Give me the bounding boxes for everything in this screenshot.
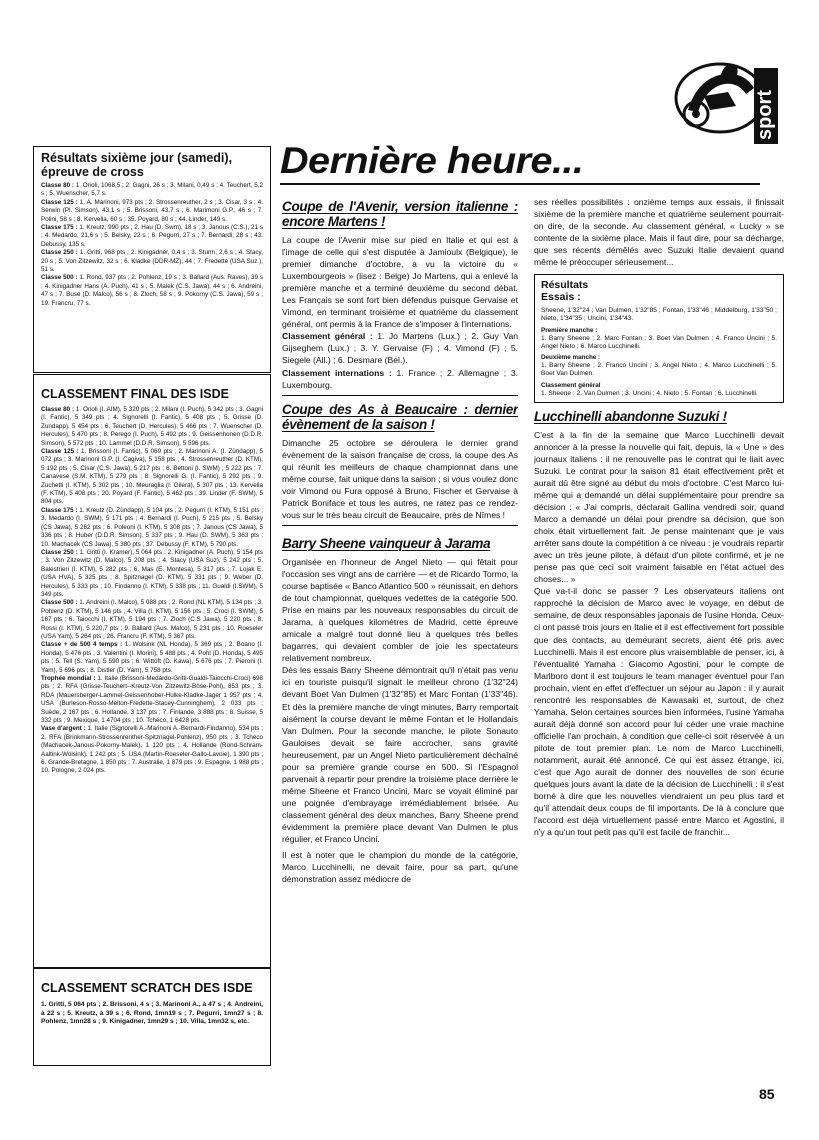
final-class-125: Classe 125 : 1. Brissoni (I. Fantic), 5 069 pts ; 2. Marinoni A. (I. Zündapp), 5 072 pts ; 3. Marinoni G.P. (I. Cagiva), 5 158 pts ; 4. Strossenreuther (D. KTM), 5 192 pts ; 5. Cisar (C.S. Jawa), 5 217 pts ; 6. Bettoni (I. SWM) ; 5 222 pts ; 7. Canavese (S.M. KTM), 5 279 pts ; 8. Signorelli G. (I. Fantic), 5 292 pts ; 9. Zuchetti (I. KTM), 5 302 pts ; 10. Meuraglia (I. Gilera), 5 307 pts ; 13. Kervella (F. KTM), 5 408 pts ; 20. Poyard (F. Fantic), 5 462 pts ; 39. Linder (F. SWM), 5 804 pts.	[41, 448, 263, 506]
heading-lucchinelli: Lucchinelli abandonne Suzuki !	[534, 408, 727, 424]
scratch-classification-body: 1. Gritti, 5 064 pts ; 2. Brissoni, 4 s ; 3. Marinoni A., à 47 s ; 4. Andreini, à 22 s ; 5. Kreutz, à 39 s ; 6. Rond, 1mn19 s ; 7. Pegurri, 1mn27 s ; 8. Pohlenz, 1mn28 s ; 9. Kinigadner, 1mn29 s ; 10. Villa, 1mn32 s, etc.	[41, 1001, 263, 1026]
section-rule	[282, 525, 518, 526]
jarama-results-box	[534, 274, 784, 402]
jarama-results-m1-label: Première manche :	[541, 326, 598, 334]
heading-coupe-avenir: Coupe de l'Avenir, version italienne : encore Martens !	[282, 199, 518, 229]
sport-logo	[658, 48, 782, 148]
para-classement-internations: Classement internations : 1. France ; 2. Allemagne ; 3. Luxembourg.	[282, 367, 518, 390]
section-rule	[282, 395, 518, 396]
jarama-results-m1: 1. Barry Sheene ; 2. Marc Fontan ; 3. Boet Van Dulmen ; 4. Franco Uncini ; 5. Angel Nieto ; 6. Marco Lucchinelli.	[541, 334, 777, 350]
para-lucchinelli-1: C'est à la fin de la semaine que Marco Lucchinelli devait annoncer à la presse la nouvelle qui fait, depuis, la « Une » des journaux italiens : il ne renouvelle pas le contrat qui le liait avec Suzuki. Le contrat pour la saison 81 était effectivement prêt et aurait dû être signé au début du mois d'octobre. C'est Marco lui-même qui a demandé un délai supplémentaire pour prendre sa décision : « J'ai compris, déclarait Gallina vendredi soir, quand Marco a demandé un délai pour prendre sa décision, que son choix était virtuellement fait. Je pense maintenant que je vais arrêter sans doute la compétition à ce niveau : je voudrais repartir avec un très jeune pilote, à défaut d'un pilote confirmé, et je ne pense pas que ceci soit vraiment faisable en l'état actuel des choses... »	[534, 429, 784, 585]
article-column-1	[282, 196, 518, 1086]
scratch-classification-box	[33, 968, 271, 1066]
title-rule	[280, 183, 760, 185]
jarama-results-title: Résultats	[541, 279, 589, 292]
results-class-175: Classe 175 : 1. Kreutz, 990 pts ; 2. Hau (D. Swm), 18 s ; 3. Janous (C.S.), 21 s ; 4. Medardo, 21,6 s ; 5. Belsky, 22 s ; 6. Pegurri, 27 s ; 7. Bernardi, 28 s ; 43. Debussy, 135 s.	[41, 224, 263, 248]
final-classification-box	[33, 374, 271, 968]
final-class-250: Classe 250 : 1. Gritti (I. Kramer), 5 064 pts ; 2. Kinigadner (A. Puch), 5 154 pts ; 3. Von Zitzewitz (D. Malco), 5 208 pts ; 4. Stacy (USA Suz), 5 242 pts ; 5. Balestrieri (I. KTM), 5 282 pts ; 6. Mas (E. Montesa), 5 317 pts ; 7. Lojak E. (USA HVA), 5 325 pts ; 8. Spitznagel (D. KTM), 5 331 pts ; 9. Weber (D. Hercules), 5 333 pts ; 10. Findanno (I. KTM), 5 338 pts ; 11. Gualdi (I.SWM), 5 349 pts.	[41, 548, 263, 598]
article-column-2	[534, 196, 784, 1086]
para-classement-general: Classement général : 1. Jo Martens (Lux.) ; 2. Guy Van Gijseghem (Lux.) ; 3. Y. Gervaise (F) ; 4. Vimond (F) ; 5. Siegele (All.) ; 6. Desmare (Bel.).	[282, 331, 518, 366]
final-classification-body	[41, 406, 263, 776]
para-sheene-1: Organisée en l'honneur de Angel Nieto — qui fêtait pour l'occasion ses vingt ans de carrière — et de Ricardo Tormo, la course baptisée « Banco Atlantico 500 » réunissait, en dehors de tout championnat, quelques vedettes de la catégorie 500. Prise en mains par les nouveaux responsables du circuit de Jarama, à quelques kilomètres de Madrid, cette épreuve amicale a malgré tout donné lieu à quelques très belles bagarres, qui devaient combler de joie les spectateurs relativement nombreux.	[282, 556, 518, 664]
jarama-results-essais-label: Essais :	[541, 291, 581, 304]
heading-barry-sheene: Barry Sheene vainqueur à Jarama	[282, 535, 491, 551]
para-sheene-continued: ses réelles possibilités : onzième temps aux essais, il finissait sixième de la première manche et quatrième seulement pourrait-on dire, de la seconde. Au classement général, « Lucky » se contente de la sixième place. Mais il faut dire, pour sa décharge, que ses récents démêlés avec Suzuki Italie devaient quand même le préoccuper sérieusement...	[534, 197, 784, 268]
para-coupe-beaucaire: Dimanche 25 octobre se déroulera le dernier grand évènement de la saison française de cross, la coupe des As qui réunit les meilleurs de chaque championnat dans une même course, fait unique dans la saison ; si vous voulez donc voir Vimond ou Fura opposé à Bruno, Fischer et Gervaise à Patrick Boniface et tous les autres, ne ratez pas ce rendez-vous sur le très beau circuit de Beaucaire, près de Nîmes !	[282, 437, 518, 520]
jarama-results-m2-label: Deuxième manche :	[541, 354, 601, 362]
para-coupe-avenir: La coupe de l'Avenir mise sur pied en Italie et qui est à l'image de celle qui s'est disputée à Jamioulx (Belgique), le premier dimanche d'octobre, a vu la victoire du « Luxembourgeois » (lisez : Belge) Jo Martens, qui a enlevé la première manche et a terminé deuxième du second débat. Les Français se sont fort bien défendus puisque Gervaise et Vimond, en terminant troisième et quatrième du classement général, ont permis à la France de s'imposer à l'internations.	[282, 235, 518, 330]
page-title: Dernière heure...	[280, 140, 584, 181]
final-classification-title: CLASSEMENT FINAL DES ISDE	[41, 387, 229, 401]
sixth-day-results-box	[33, 146, 271, 373]
final-trophee-mondial: Trophée mondial : 1. Italie (Brissoni-Medardo-Gritti-Gualdi-Taiocchi-Croci) 698 pts ; 2. RFA (Grisse-Teuchert--Kreutz-Von Zitzewitz-Böse-Pohl), 853 pts ; 3. RDA (Mauersberger-Lammel-Geissenhober-Hulke-Kladke-Jager 1 957 pts ; 4. USA (Burleson-Rosso-Melton-Fredette-Stacey-Cunninghem), 2 033 pts ; Suède, 2 167 pts ; 6. Hollande, 3 137 pts ; 7. Finlande, 3 888 pts ; 8. Suisse, 5 332 pts ; 9. Mexique, 1 4704 pts ; 10. Tchéco, 1 6428 pts.	[41, 675, 263, 725]
logo-text: sport	[754, 90, 776, 140]
heading-coupe-beaucaire: Coupe des As à Beaucaire : dernier évènement de la saison !	[282, 401, 518, 432]
page-number: 85	[759, 1086, 775, 1102]
jarama-results-essais: Sheene, 1'32"24 ; Van Dulmen, 1'32"85 ; Fontan, 1'33"46 ; Middelburg, 1'33"50 ; Nieto, 1'34"35 ; Uncini, 1'34"43.	[541, 307, 777, 323]
final-class-500-4t: Classe + de 500 4 temps : 1. Wolsink (NL Honda), 5 369 pts ; 2. Boano (I. Honda), 5 476 pts ; 3. Valentini (I. Morini), 5 488 pts ; 4. Pohl (D. Honda), 5 495 pts ; 5. Tell (S. Yam), 5 590 pts ; 6. Wittöft (D. Kawa), 5 676 pts ; 7. Pieroni (I. Yam), 5 696 pts ; 8. Distler (D. Yam), 5 758 pts.	[41, 641, 264, 674]
jarama-results-m2: 1. Barry Sheene ; 2. Franco Uncini ; 3. Angel Nieto ; 4. Marco Lucchinelli ; 5. Boet Van Dulmen.	[541, 362, 777, 378]
sixth-day-results-title: Résultats sixième jour (samedi), épreuve de cross	[41, 151, 233, 179]
results-class-125: Classe 125 : 1. A. Marinoni, 973 pts ; 2. Strossenreuther, 2 s ; 3. Cisar, 3 s ; 4. Serwin (Pl. Simson), 43,1 s ; 5. Brissoni, 43,7 s ; 6. Marimoni G.P., 46 s ; 7. Polini, 58 s ; 8. Kervella, 60 s ; 35. Poyard, 80 s ; 44. Linder, 149 s.	[41, 198, 263, 223]
scratch-classification-title: CLASSEMENT SCRATCH DES ISDE	[41, 981, 253, 995]
para-lucchinelli-2: Que va-t-il donc se passer ? Les observateurs italiens ont rapproché la décision de Marco avec le voyage, en début de semaine, de deux responsables japonais de l'usine Honda. Ceux-ci ont passé trois jours en Italie et il est effectivement fort possible que des contacts, au demeurant secrets, aient été pris avec Lucchinelli. Mais il est encore plus vraisemblable de penser, ici, à l'éventualité Yamaha : Giacomo Agostini, pour le compte de Marlboro dont il est toujours le team manager éventuel pour l'an prochain, vient en effet d'effectuer un séjour au Japon : il y aurait rencontré les responsables de Kawasaki et, surtout, de chez Yamaha. Selon certaines sources bien informées, l'usine Yamaha aurait déjà donné son accord pour lui céder une vraie machine officielle l'an prochain, à condition que celle-ci soit réservée à un pilote de tout premier plan. Le nom de Marco Lucchinelli, notamment, aurait été annoncé. Ce qui est assez étrange, ici, c'est que Ago aurait de donner des nouvelles de son écurie quelques jours avant la date de la décision de Lucchinelli : il s'est borné à dire que les nouvelles viendraient un peu plus tard et qu'il attendait deux coups de fil importants. De là à conclure que l'accord est déjà virtuellement passé entre Marco et Agostini, il n'y a qu'un tout petit pas qu'il est facile de franchir...	[534, 586, 784, 838]
results-class-250: Classe 250 : 1. Gritti, 968 pts ; 2. Kinigadner, 0,4 s ; 3. Sturm, 2,6 s ; 4. Stacy, 20 s ; 5. Von Zitzewitz, 32 s ; 6. Kladke (DDR-MZ), 44 ; 7. Fredette (USA Suz.), 51 s.	[41, 249, 263, 274]
jarama-results-cg: 1. Sheene ; 2. Van Dulmen ; 3. Uncini ; 4. Nieto ; 5. Fontan ; 6. Lucchinelli.	[541, 389, 758, 397]
para-sheene-3: Il est à noter que le champion du monde de la catégorie, Marco Lucchinelli, ne devait faire, pour sa part, qu'une démonstration assez médiocre de	[282, 850, 518, 885]
jarama-results-cg-label: Classement général	[541, 381, 601, 389]
final-class-175: Classe 175 : 1. Kreutz (D. Zündapp), 5 104 pts ; 2. Pegurri (I. KTM), 5 151 pts ; 3. Medardo (I. SWM), 5 171 pts ; 4. Bernardi (I. Puch), 5 215 pts ; 5. Belsky (CS Jawa), 5 262 pts ; 6. Poleoni (I. KTM), 5 308 pts ; 7. Janous (CS Jawa), 5 336 pts ; 8. Huber (D.D.R. Simson), 5 337 pts ; 9. Hau (D. SWM), 5 363 pts ; 10. Machacek (CS Jawa), 5 380 pts ; 37. Debussy (F. KTM), 5 790 pts.	[41, 506, 263, 548]
final-class-500: Classe 500 : 1. Andreini (I. Malco), 5 088 pts ; 2. Rond (NL KTM), 5 134 pts ; 3. Pohlenz (D. KTM), 5 146 pts ; 4. Villa (I. KTM), 5 156 pts ; 5. Croci (I. SWM), 5 167 pts ; 6. Taiocchi (I. KTM), 5 194 pts ; 7. Zloch (C.S Jawa), 5 220 pts ; 8. Rossi (I. KTM), 5 220,7 pts ; 9. Ballard (Aus. Malco), 5 231 pts ; 10. Roeseler (USA Yam), 5 264 pts ; 26. Francru (F. KTM), 5 367 pts.	[41, 599, 263, 640]
results-class-80: Classe 80 : 1. Orioli, 1068,5 ; 2. Gagni, 26 s ; 3. Milani, 0,49 s ; 4. Teuchert, 5,2 s ; 5. Wuenscher, 5,7 s.	[41, 182, 264, 198]
results-class-500: Classe 500 : 1. Rond, 937 pts ; 2. Pohlenz, 19 s ; 3. Ballard (Aus. Raves), 39 s ; 4. Kinigadner Hans (A. Puch), 41 s ; 5. Malek (C.S. Jawa), 44 s ; 6. Andreini, 47 s ; 7. Buse (D. Malco), 56 s ; 8. Zloch, 58 s ; 9. Pokorny (C.S. Jawa), 59 s ; 19. Francru, 77 s.	[41, 274, 263, 307]
para-sheene-2: Dès les essais Barry Sheene démontrait qu'il n'était pas venu ici en touriste puisqu'il signait le meilleur chrono (1'32"24) devant Boet Van Dulmen (1'32"85) et Marc Fontan (1'33"46). Et dès la première manche de vingt minutes, Barry remportait aisément la course devant le même Fontan et le Hollandais Van Dulmen. Pour la seconde manche, le pilote Sonauto Gauloises devait se faire accrocher, sans gravité heureusement, par un Angel Nieto particulièrement déchaîné pour sa première grande course en 500. Si l'Espagnol parvenait à repartir pour prendre la troisième place derrière le même Sheene et Franco Uncini, Marc se voyait éliminé par une poignée d'embrayage irrémédiablement brisée. Au classement général des deux manches, Barry Sheene prend évidemment la première place devant Van Dulmen le plus régulier, et Franco Uncini.	[282, 665, 518, 845]
final-vase-argent: Vase d'argent : 1. Italie (Signorelli A.-Marinoni A.-Bernardi-Findanno), 534 pts ; 2. RFA (Brinkmann-Strossenrenther-Spitznagel-Pohlenz), 950 pts ; 3. Tchéco (Machacek-Janous-Pokorny-Malek), 1 120 pts ; 4. Hollande (Rond-Schram-Aaltink-Wolsink), 1 242 pts ; 5. USA (Martin-Roeseler-Gallo-Lavoie), 1 390 pts ; 6. Grande-Bretagne, 1 850 pts ; 7. Australie, 1 879 pts ; 9. Espagne, 1 988 pts ; 10. Pologne, 2 024 pts.	[41, 725, 263, 775]
final-class-80: Classe 80 : 1. Orioli (I. AIM), 5 320 pts ; 2. Milani (I. Puch), 5 342 pts ; 3. Gagni (I. Fantic), 5 349 pts ; 4. Signorelli (I. Fantic), 5 408 pts ; 5. Grisse (D. Zundapp), 5 454 pts ; 6. Teuchert (D. Hercules), 5 466 pts ; 7. Wuenscher (D. Hercules), 5 470 pts ; 8. Perego (I. Puch), 5 492 pts ; 9. Geissenhonen (D.D.R. Simson), 5 572 pts ; 10. Lammel (D.D.R. Simson), 5 596 pts.	[41, 406, 264, 447]
sixth-day-results-body	[41, 182, 263, 308]
